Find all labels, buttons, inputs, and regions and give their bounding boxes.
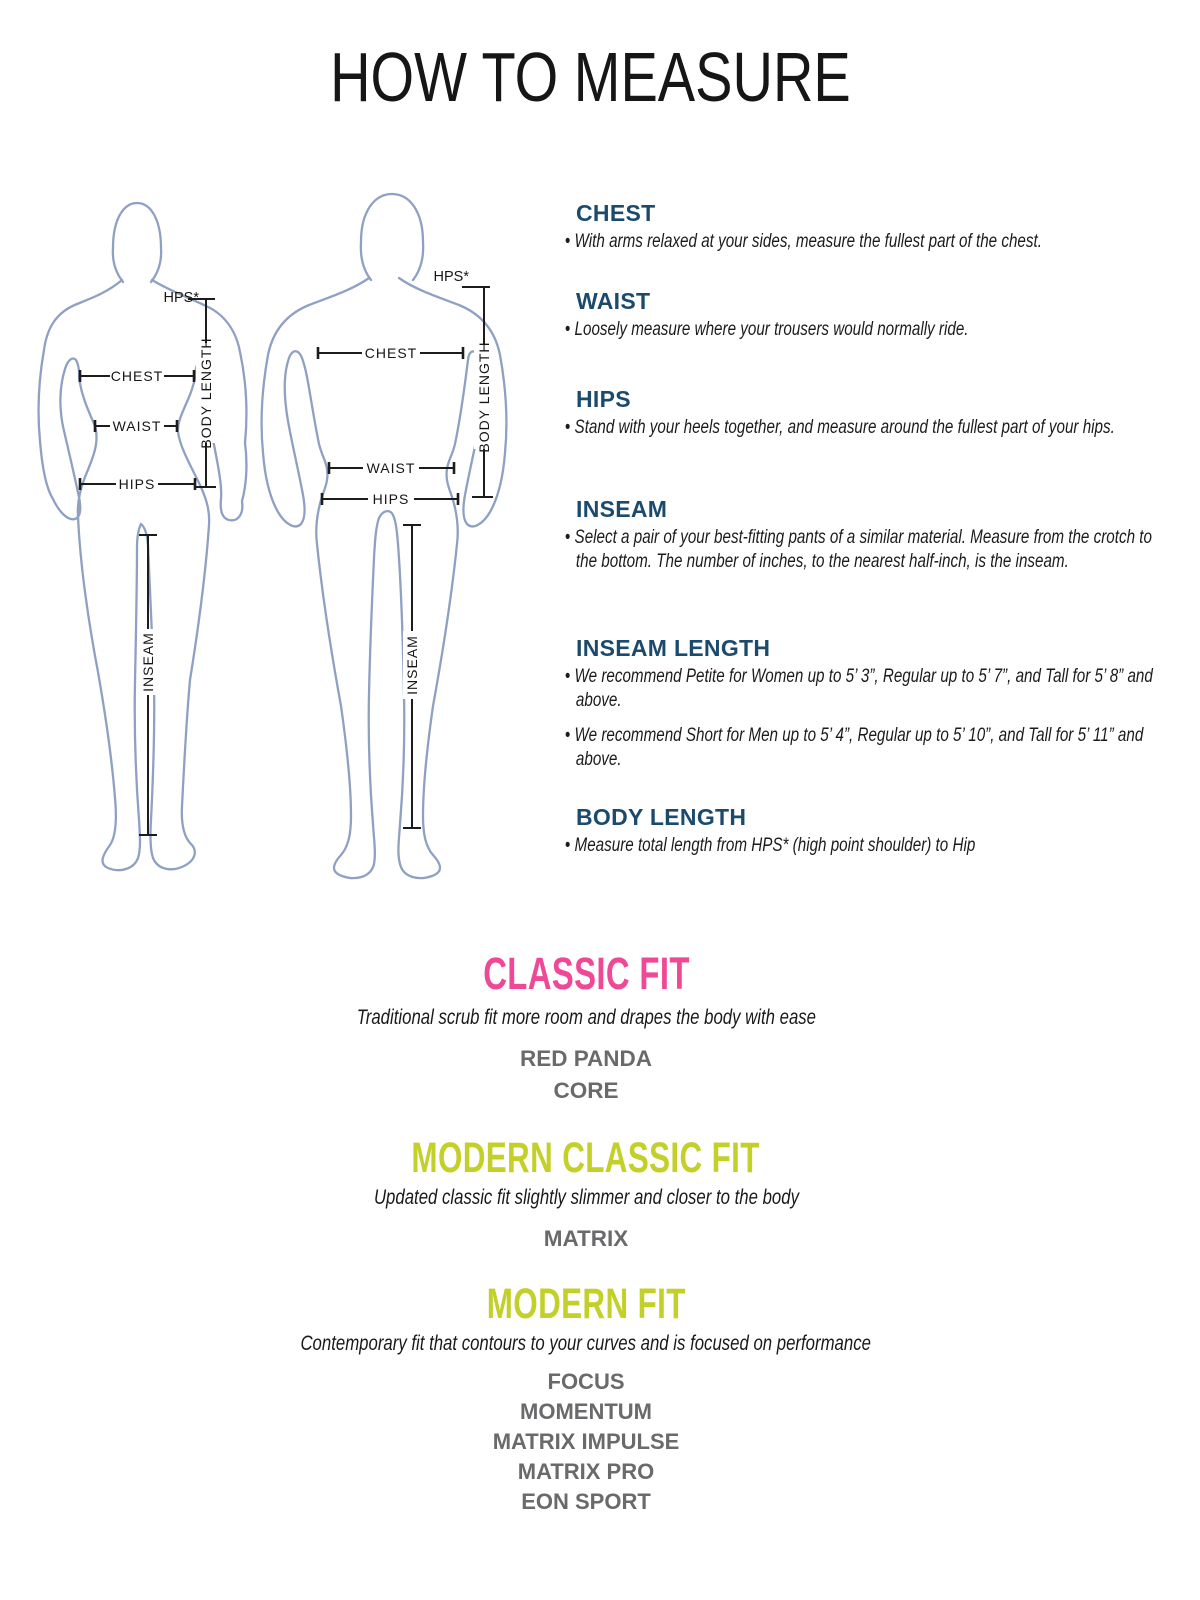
fit-modern bbox=[0, 1280, 1172, 1517]
measurement-diagram bbox=[0, 150, 545, 895]
section-waist-title: WAIST bbox=[576, 288, 651, 314]
section-hips-bullet: • Stand with your heels together, and measure around the fullest part of your hips. bbox=[565, 415, 1158, 439]
section-body-length-title: BODY LENGTH bbox=[576, 804, 747, 830]
fit-modern-classic-description: Updated classic fit slightly slimmer and closer to the body bbox=[373, 1185, 799, 1209]
section-inseam-length-bullet-women: • We recommend Petite for Women up to 5’ 3”, Regular up to 5’ 7”, and Tall for 5’ 8” and above. bbox=[565, 664, 1158, 712]
male-body-length-label: BODY LENGTH bbox=[476, 341, 492, 453]
product-name: MATRIX PRO bbox=[517, 1459, 655, 1484]
product-name: RED PANDA bbox=[519, 1046, 653, 1071]
product-name: MOMENTUM bbox=[520, 1399, 652, 1424]
section-inseam bbox=[551, 496, 1171, 573]
male-hps-label: HPS* bbox=[433, 269, 469, 285]
section-waist bbox=[551, 288, 1171, 341]
section-waist-bullet: • Loosely measure where your trousers would normally ride. bbox=[565, 317, 1158, 341]
product-name: MATRIX bbox=[543, 1226, 629, 1251]
section-inseam-title: INSEAM bbox=[576, 496, 668, 522]
male-figure-outline bbox=[262, 194, 507, 878]
section-body-length-bullet: • Measure total length from HPS* (high point shoulder) to Hip bbox=[565, 833, 1158, 857]
section-hips bbox=[551, 386, 1171, 439]
section-inseam-length bbox=[551, 635, 1171, 771]
male-hips-label: HIPS bbox=[372, 491, 410, 507]
product-name: CORE bbox=[553, 1078, 619, 1103]
section-chest bbox=[551, 200, 1171, 253]
section-inseam-length-title: INSEAM LENGTH bbox=[576, 635, 771, 661]
fit-classic bbox=[0, 948, 1172, 1107]
fit-classic-title: CLASSIC FIT bbox=[482, 948, 690, 999]
fit-modern-title: MODERN FIT bbox=[486, 1280, 686, 1328]
female-chest-label: CHEST bbox=[110, 368, 164, 384]
product-name: MATRIX IMPULSE bbox=[492, 1429, 680, 1454]
section-inseam-bullet: • Select a pair of your best-fitting pants of a similar material. Measure from the crotch to the bottom. The number of inches, to the nearest half-inch, is the inseam. bbox=[565, 525, 1158, 573]
fit-classic-products bbox=[0, 1043, 1172, 1107]
female-inseam-label: INSEAM bbox=[140, 632, 156, 692]
male-inseam-label: INSEAM bbox=[404, 635, 420, 695]
section-chest-title: CHEST bbox=[576, 200, 656, 226]
fit-modern-classic-title: MODERN CLASSIC FIT bbox=[411, 1134, 761, 1182]
female-hips-label: HIPS bbox=[118, 476, 156, 492]
fit-modern-description: Contemporary fit that contours to your curves and is focused on performance bbox=[300, 1331, 872, 1355]
female-body-length-label: BODY LENGTH bbox=[198, 337, 214, 449]
female-waist-label: WAIST bbox=[112, 418, 162, 434]
male-waist-label: WAIST bbox=[366, 460, 416, 476]
section-chest-bullet: • With arms relaxed at your sides, measure the fullest part of the chest. bbox=[565, 229, 1158, 253]
page-title: HOW TO MEASURE bbox=[329, 38, 851, 116]
fit-modern-classic-products bbox=[0, 1223, 1172, 1255]
male-chest-label: CHEST bbox=[364, 345, 418, 361]
section-inseam-length-bullet-men: • We recommend Short for Men up to 5’ 4”, Regular up to 5’ 10”, and Tall for 5’ 11” and above. bbox=[565, 723, 1158, 771]
fit-classic-description: Traditional scrub fit more room and drapes the body with ease bbox=[356, 1005, 816, 1029]
product-name: FOCUS bbox=[547, 1369, 625, 1394]
section-body-length bbox=[551, 804, 1171, 857]
female-hps-label: HPS* bbox=[163, 290, 199, 306]
fit-modern-classic bbox=[0, 1134, 1172, 1255]
section-hips-title: HIPS bbox=[576, 386, 631, 412]
product-name: EON SPORT bbox=[521, 1489, 651, 1514]
male-measurements bbox=[318, 269, 494, 828]
fit-modern-products bbox=[0, 1367, 1172, 1517]
female-figure-outline bbox=[39, 203, 247, 870]
